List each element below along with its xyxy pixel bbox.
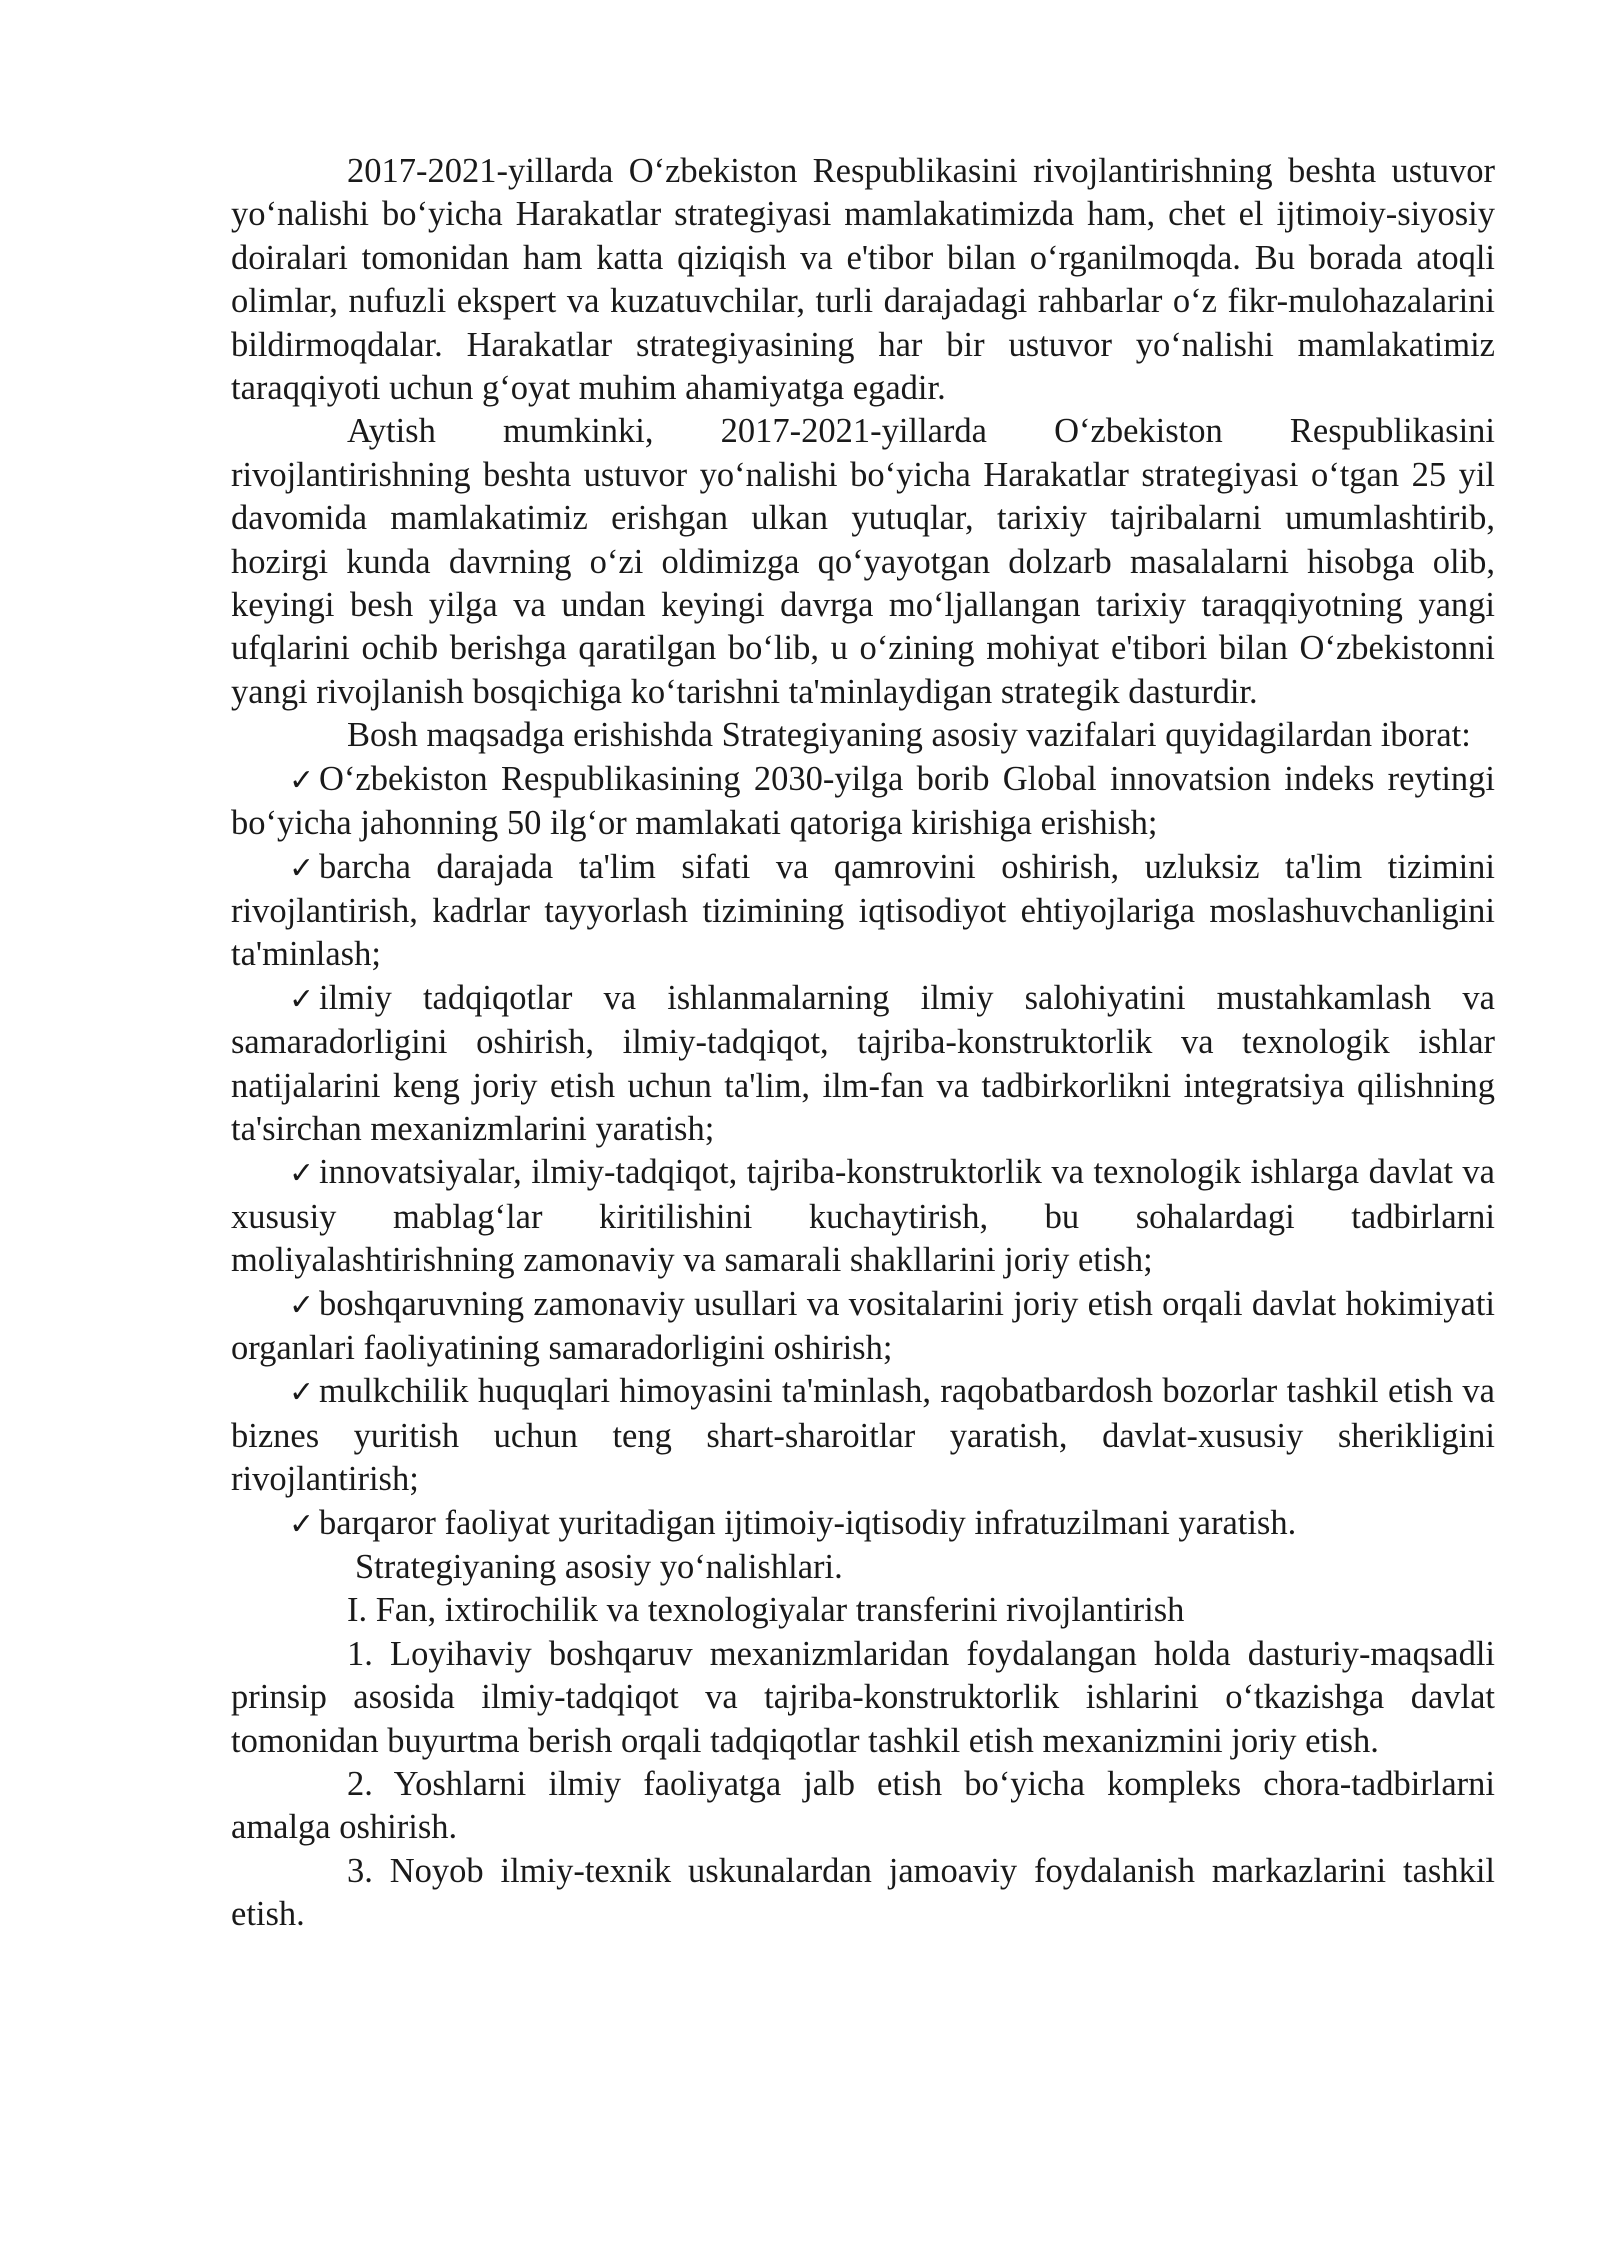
section-title: I. Fan, ixtirochilik va texnologiyalar transferini rivojlantirish (347, 1591, 1185, 1630)
list-item-text: ilmiy tadqiqotlar va ishlanmalarning ilmiy salohiyatini mustahkamlash va samaradorligini oshirish, ilmiy-tadqiqot, tajriba-konstruktorlik va texnologik ishlar natijalarini keng joriy etish uchun ta'lim, ilm-fan va tadbirkorlikni integratsiya qilishning ta'sirchan mexanizmlarini yaratish; (231, 978, 1495, 1148)
checkmark-icon: ✓ (289, 1375, 315, 1411)
numbered-item-1: 1. Loyihaviy boshqaruv mexanizmlaridan foydalangan holda dasturiy-maqsadli prinsip asosida ilmiy-tadqiqot va tajriba-konstruktorlik ishlarini o‘tkazishga davlat tomonidan buyurtma berish orqali tadqiqotlar tashkil etish mexanizmini joriy etish. (231, 1634, 1495, 1760)
directions-heading: Strategiyaning asosiy yo‘nalishlari. (355, 1548, 843, 1586)
list-item-text: barcha darajada ta'lim sifati va qamrovini oshirish, uzluksiz ta'lim tizimini rivojlantirish, kadrlar tayyorlash tizimining iqtisodiyot ehtiyojlariga moslashuvchanligini ta'minlash; (231, 847, 1495, 974)
list-item (231, 846, 1495, 977)
checkmark-icon: ✓ (289, 1156, 315, 1192)
list-item (231, 1370, 1495, 1501)
numbered-item-2: 2. Yoshlarni ilmiy faoliyatga jalb etish bo‘yicha kompleks chora-tadbirlarni amalga oshirish. (231, 1765, 1495, 1847)
list-item (231, 1151, 1495, 1282)
list-item (231, 1283, 1495, 1371)
intro-paragraph-2: Aytish mumkinki, 2017-2021-yillarda O‘zbekiston Respublikasini rivojlantirishning beshta ustuvor yo‘nalishi bo‘yicha Harakatlar strategiyasi o‘tgan 25 yil davomida mamlakatimiz erishgan ulkan yutuqlar, tarixiy tajribalarni umumlashtirib, hozirgi kunda davrning o‘zi oldimizga qo‘yayotgan dolzarb masalalarni hisobga olib, keyingi besh yilga va undan keyingi davrga mo‘ljallangan tarixiy taraqqiyotning yangi ufqlarini ochib berishga qaratilgan bo‘lib, u o‘zining mohiyat e'tibori bilan O‘zbekistonni yangi rivojlanish bosqichiga ko‘tarishni ta'minlaydigan strategik dasturdir. (231, 412, 1495, 711)
list-item (231, 977, 1495, 1152)
checkmark-icon: ✓ (289, 1287, 315, 1323)
document-page (231, 150, 1495, 1937)
intro-paragraph-1: 2017-2021-yillarda O‘zbekiston Respublikasini rivojlantirishning beshta ustuvor yo‘nalishi bo‘yicha Harakatlar strategiyasi mamlakatimizda ham, chet el ijtimoiy-siyosiy doiralari tomonidan ham katta qiziqish va e'tibor bilan o‘rganilmoqda. Bu borada atoqli olimlar, nufuzli ekspert va kuzatuvchilar, turli darajadagi rahbarlar o‘z fikr-mulohazalarini bildirmoqdalar. Harakatlar strategiyasining har bir ustuvor yo‘nalishi mamlakatimiz taraqqiyoti uchun g‘oyat muhim ahamiyatga egadir. (231, 152, 1495, 408)
checkmark-icon: ✓ (289, 981, 315, 1017)
list-item (231, 758, 1495, 846)
list-item-text: O‘zbekiston Respublikasining 2030-yilga borib Global innovatsion indeks reytingi bo‘yicha jahonning 50 ilg‘or mamlakati qatoriga kirishiga erishish; (231, 759, 1495, 843)
intro-paragraph-3: Bosh maqsadga erishishda Strategiyaning asosiy vazifalari quyidagilardan iborat: (347, 716, 1471, 755)
list-item-text: mulkchilik huquqlari himoyasini ta'minlash, raqobatbardosh bozorlar tashkil etish va biznes yuritish uchun teng shart-sharoitlar yaratish, davlat-xususiy sherikligini rivojlantirish; (231, 1372, 1495, 1499)
checkmark-icon: ✓ (289, 762, 315, 798)
checkmark-icon: ✓ (289, 850, 315, 886)
numbered-item-3: 3. Noyob ilmiy-texnik uskunalardan jamoaviy foydalanish markazlarini tashkil etish. (231, 1851, 1495, 1934)
list-item (231, 1502, 1495, 1546)
list-item-text: innovatsiyalar, ilmiy-tadqiqot, tajriba-konstruktorlik va texnologik ishlarga davlat va xususiy mablag‘lar kiritilishini kuchaytirish, bu sohalardagi tadbirlarni moliyalashtirishning zamonaviy va samarali shakllarini joriy etish; (231, 1153, 1495, 1280)
list-item-text: boshqaruvning zamonaviy usullari va vositalarini joriy etish orqali davlat hokimiyati organlari faoliyatining samaradorligini oshirish; (231, 1284, 1495, 1367)
list-item-text: barqaror faoliyat yuritadigan ijtimoiy-iqtisodiy infratuzilmani yaratish. (319, 1503, 1297, 1542)
checkmark-icon: ✓ (289, 1506, 315, 1542)
